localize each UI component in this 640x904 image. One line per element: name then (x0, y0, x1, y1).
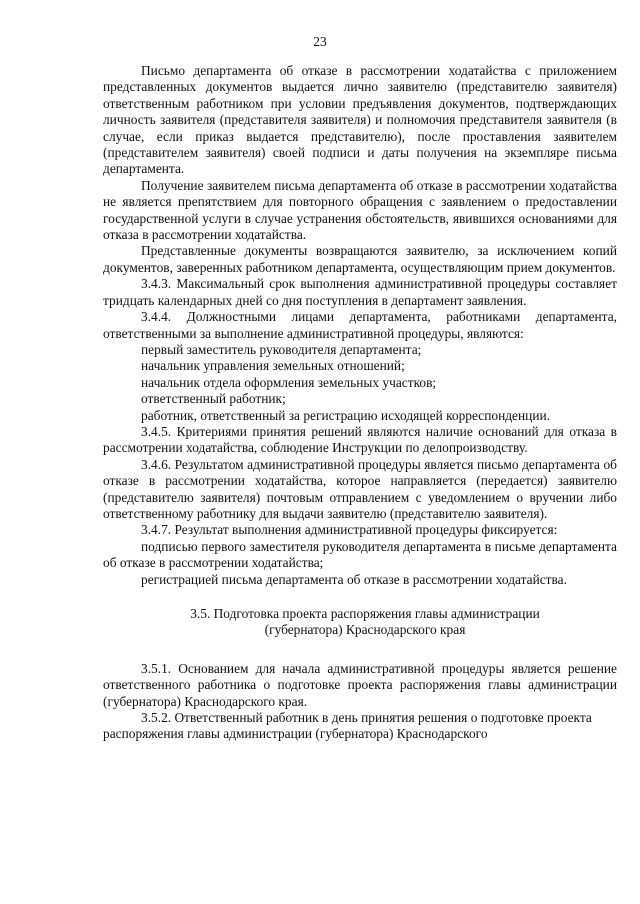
paragraph: начальник отдела оформления земельных участков; (141, 374, 437, 390)
paragraph: 3.5.1. Основанием для начала административной процедуры является решение ответственного работника о подготовке проекта распоряжения главы администрации (губернатора) Краснодарского края. (103, 660, 617, 709)
section-3-5-text (103, 661, 617, 743)
section-heading (103, 606, 617, 639)
paragraph: Представленные документы возвращаются заявителю, за исключением копий документов, заверенных работником департамента, осуществляющим прием документов. (103, 243, 617, 275)
paragraph: ответственный работник; (141, 391, 286, 407)
paragraph: работник, ответственный за регистрацию исходящей корреспонденции. (141, 407, 551, 423)
paragraph: Письмо департамента об отказе в рассмотрении ходатайства с приложением представленных документов выдается лично заявителю (представителю заявителя) ответственным работником при условии предъявления документов, подтверждающих личность заявителя (представителя заявителя) и полномочия представителя заявителя (в случае, если приказ выдается представителю), после проставления заявителем (представителем заявителя) своей подписи и даты получения на экземпляре письма департамента. (103, 63, 617, 177)
section-heading-line-1: 3.5. Подготовка проекта распоряжения главы администрации (190, 606, 540, 621)
section-heading-line-2: (губернатора) Краснодарского края (264, 622, 466, 638)
section-3-4-text (103, 63, 617, 588)
paragraph: 3.4.3. Максимальный срок выполнения административной процедуры составляет тридцать календарных дней со дня поступления в департамент заявления. (103, 276, 617, 308)
paragraph: первый заместитель руководителя департамента; (141, 341, 422, 357)
paragraph: начальник управления земельных отношений; (141, 358, 405, 374)
paragraph: подписью первого заместителя руководителя департамента в письме департамента об отказе в рассмотрении ходатайства; (103, 538, 617, 571)
document-body (103, 63, 617, 743)
paragraph: 3.4.6. Результатом административной процедуры является письмо департамента об отказе в рассмотрении ходатайства, которое направляется (передается) заявителю (представителю заявителя) почтовым отправлением с уведомлением о вручении либо ответственному работнику для выдачи заявителю (представителю заявителя). (103, 456, 617, 521)
paragraph: 3.5.2. Ответственный работник в день принятия решения о подготовке проекта распоряжения главы администрации (губернатора) Краснодарского (103, 710, 592, 742)
page-number: 23 (313, 34, 327, 49)
paragraph: 3.4.5. Критериями принятия решений являются наличие оснований для отказа в рассмотрении ходатайства, соблюдение Инструкции по делопроизводству. (103, 423, 617, 456)
paragraph: Получение заявителем письма департамента об отказе в рассмотрении ходатайства не является препятствием для повторного обращения с заявлением о предоставлении государственной услуги в случае устранения обстоятельств, явившихся основаниями для отказа в рассмотрении ходатайства. (103, 177, 617, 243)
paragraph: регистрацией письма департамента об отказе в рассмотрении ходатайства. (141, 571, 567, 587)
paragraph: 3.4.7. Результат выполнения административной процедуры фиксируется: (141, 522, 558, 538)
paragraph: 3.4.4. Должностными лицами департамента, работниками департамента, ответственными за выполнение административной процедуры, являются: (103, 309, 617, 341)
